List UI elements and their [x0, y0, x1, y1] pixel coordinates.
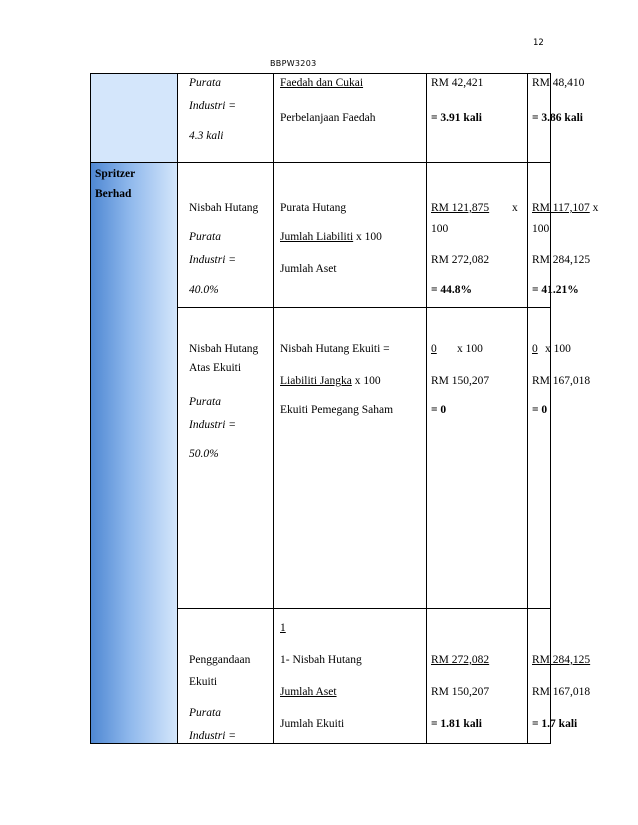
company-name-line1: Spritzer — [95, 168, 136, 180]
column-divider-1 — [177, 73, 178, 744]
course-code: BBPW3203 — [270, 59, 317, 68]
row2-y2-x: x 100 — [545, 343, 571, 355]
row0-y2-value: RM 48,410 — [532, 77, 585, 89]
row1-industry-eq: Industri = — [189, 254, 237, 266]
row2-y1-result: = 0 — [431, 404, 447, 416]
row1-formula-line2 — [280, 230, 382, 244]
row3-formula-denominator: Jumlah Ekuiti — [280, 718, 345, 730]
row3-y1-numerator: RM 272,082 — [431, 654, 490, 666]
row2-formula-numerator: Liabiliti Jangka — [280, 375, 352, 387]
row3-industry-eq: Industri = — [189, 730, 237, 742]
row0-y2-result: = 3.86 kali — [532, 112, 583, 124]
row3-y2-denominator: RM 167,018 — [532, 686, 591, 698]
row0-formula-numerator: Faedah dan Cukai — [280, 77, 364, 89]
row1-y1-x: x — [512, 202, 518, 214]
row1-y2-numerator-line — [532, 201, 598, 215]
row2-industry-label: Purata — [189, 396, 221, 408]
row1-formula-line1: Purata Hutang — [280, 202, 347, 214]
row1-industry-label: Purata — [189, 231, 221, 243]
row1-formula-numerator: Jumlah Liabiliti — [280, 231, 354, 243]
column-divider-4 — [527, 73, 528, 744]
table-border-right — [550, 73, 551, 744]
row2-formula-line2 — [280, 374, 381, 388]
row0-y1-result: = 3.91 kali — [431, 112, 482, 124]
row2-ratio-line1: Nisbah Hutang — [189, 343, 259, 355]
row2-y2-numerator: 0 — [532, 343, 538, 355]
row2-y1-x: x 100 — [457, 343, 483, 355]
row3-ratio-line1: Penggandaan — [189, 654, 251, 666]
row1-y2-result: = 41.21% — [532, 284, 579, 296]
row1-y2-hundred: 100 — [532, 223, 550, 235]
row0-formula-denominator: Perbelanjaan Faedah — [280, 112, 376, 124]
row1-y1-hundred: 100 — [431, 223, 449, 235]
company-cell-top-shading — [91, 74, 177, 162]
row3-formula-numerator: Jumlah Aset — [280, 686, 337, 698]
table-border-left — [90, 73, 91, 744]
row3-formula-one: 1 — [280, 622, 286, 634]
row2-formula-line1: Nisbah Hutang Ekuiti = — [280, 343, 390, 355]
table-border-top — [90, 73, 551, 74]
row2-y1-numerator: 0 — [431, 343, 437, 355]
row0-y1-value: RM 42,421 — [431, 77, 484, 89]
row0-industry-value: 4.3 kali — [189, 130, 224, 142]
row1-y1-numerator: RM 121,875 — [431, 202, 490, 214]
row1-y2-numerator: RM 117,107 — [532, 202, 590, 214]
row2-ratio-line2: Atas Ekuiti — [189, 362, 242, 374]
row-divider-3 — [177, 608, 551, 609]
row1-y2-x: x — [589, 202, 599, 214]
company-name-line2: Berhad — [95, 188, 132, 200]
column-divider-2 — [273, 73, 274, 744]
row-divider-1 — [90, 162, 551, 163]
page-number: 12 — [533, 38, 544, 48]
row2-y2-denominator: RM 167,018 — [532, 375, 591, 387]
row2-formula-multiplier: x 100 — [351, 375, 381, 387]
row0-industry-label: Purata — [189, 77, 221, 89]
row2-industry-value: 50.0% — [189, 448, 219, 460]
row1-ratio-name: Nisbah Hutang — [189, 202, 259, 214]
row3-formula-line2: 1- Nisbah Hutang — [280, 654, 362, 666]
row1-y2-denominator: RM 284,125 — [532, 254, 591, 266]
row3-industry-label: Purata — [189, 707, 221, 719]
row2-y1-denominator: RM 150,207 — [431, 375, 490, 387]
row1-formula-multiplier: x 100 — [353, 231, 382, 243]
row3-y1-result: = 1.81 kali — [431, 718, 482, 730]
row2-industry-eq: Industri = — [189, 419, 237, 431]
row1-y1-result: = 44.8% — [431, 284, 473, 296]
row1-industry-value: 40.0% — [189, 284, 219, 296]
row2-y2-result: = 0 — [532, 404, 548, 416]
row3-ratio-line2: Ekuiti — [189, 676, 218, 688]
row-divider-2 — [177, 307, 551, 308]
column-divider-3 — [426, 73, 427, 744]
row3-y2-numerator: RM 284,125 — [532, 654, 591, 666]
row1-formula-denominator: Jumlah Aset — [280, 263, 337, 275]
row1-y1-denominator: RM 272,082 — [431, 254, 490, 266]
row3-y2-result: = 1.7 kali — [532, 718, 578, 730]
row2-formula-denominator: Ekuiti Pemegang Saham — [280, 404, 394, 416]
row3-y1-denominator: RM 150,207 — [431, 686, 490, 698]
row0-industry-eq: Industri = — [189, 100, 237, 112]
table-border-bottom — [90, 743, 551, 744]
